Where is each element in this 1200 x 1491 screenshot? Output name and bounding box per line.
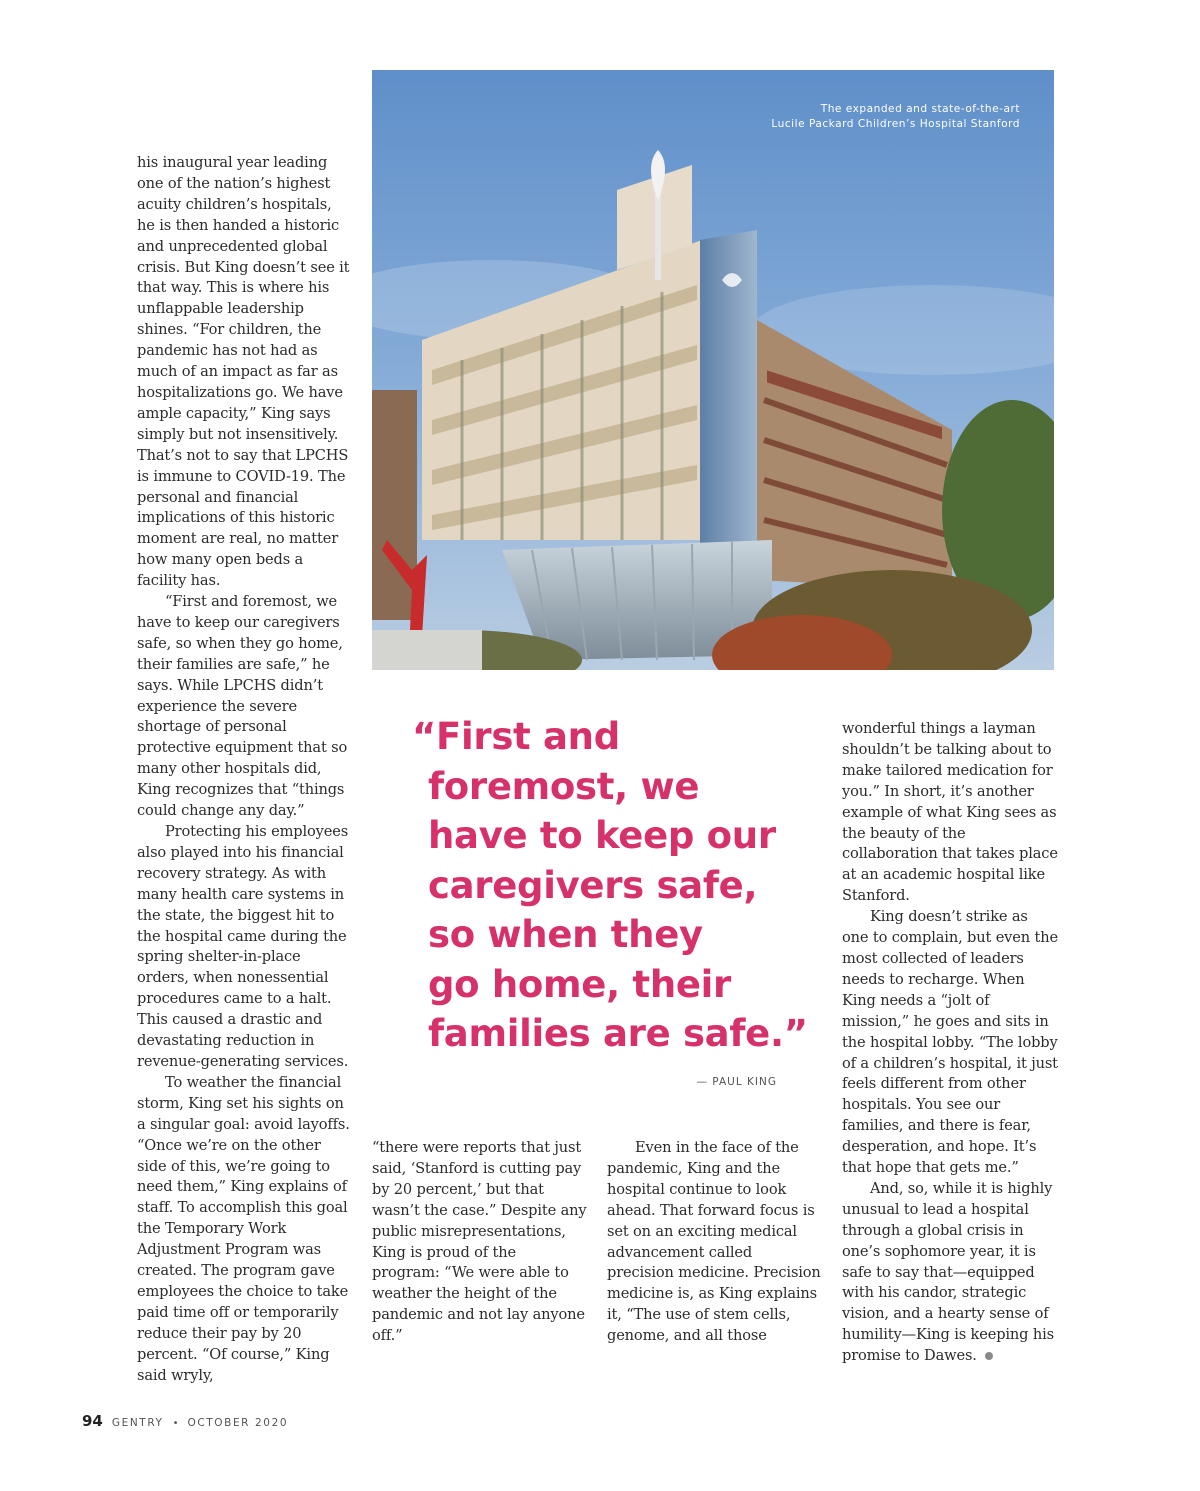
paragraph: [842, 1179, 1058, 1367]
caption-line: Lucile Packard Children’s Hospital Stanford: [771, 118, 1020, 130]
pull-quote-line: have to keep our: [428, 814, 776, 857]
pull-quote-line: so when they: [428, 913, 703, 956]
hospital-building-illustration: [372, 70, 1054, 670]
photo-caption: [771, 102, 1020, 132]
body-column-3: [607, 1138, 823, 1347]
body-column-1: [137, 153, 353, 1386]
paragraph: “First and foremost, we have to keep our caregivers safe, so when they go home, their families are safe,” he says. While LPCHS didn’t experience the severe shortage of personal protective equipment that so many other hospitals did, King recognizes that “things could change any day.”: [137, 593, 348, 820]
paragraph: his inaugural year leading one of the nation’s highest acuity children’s hospitals, he is then handed a historic and unprecedented global crisis. But King doesn’t see it that way. This is where his unflappable leadership shines. “For children, the pandemic has not had as much of an impact as far as hospitalizations go. We have ample capacity,” King says simply but not insensitively. That’s not to say that LPCHS is immune to COVID-19. The personal and financial implications of this historic moment are real, no matter how many open beds a facility has.: [137, 154, 350, 590]
page-number: 94: [82, 1412, 103, 1430]
paragraph: wonderful things a layman shouldn’t be talking about to make tailored medication for you.” In short, it’s another example of what King sees as the beauty of the collaboration that takes place at an academic hospital like Stanford.: [842, 720, 1058, 905]
body-column-4: [842, 719, 1058, 1367]
pull-quote-line: go home, their: [428, 962, 731, 1006]
pull-quote: [412, 712, 832, 1059]
publication-name: GENTRY: [111, 1417, 164, 1429]
paragraph: “there were reports that just said, ‘Stanford is cutting pay by 20 percent,’ but that wasn’t the case.” Despite any public misrepresentations, King is proud of the program: “We were able to weather the height of the pandemic and not lay anyone off.”: [372, 1139, 587, 1345]
pull-quote-attribution: — PAUL KING: [696, 1076, 777, 1088]
paragraph: To weather the financial storm, King set his sights on a singular goal: avoid layoffs. “Once we’re on the other side of this, we’re going to need them,” King explains of staff. To accomplish this goal the Temporary Work Adjustment Program was created. The program gave employees the choice to take paid time off or temporarily reduce their pay by 20 percent. “Of course,” King said wryly,: [137, 1073, 350, 1384]
pull-quote-line: foremost, we: [428, 764, 700, 808]
caption-line: The expanded and state-of-the-art: [820, 103, 1020, 115]
end-of-article-icon: [985, 1352, 993, 1360]
pull-quote-line: families are safe.”: [428, 1012, 808, 1055]
hospital-photo: [372, 70, 1054, 670]
pull-quote-line: caregivers safe,: [428, 863, 758, 907]
page-footer: [82, 1412, 288, 1430]
issue-date: OCTOBER 2020: [187, 1417, 289, 1429]
footer-separator: •: [172, 1418, 179, 1429]
paragraph-text: And, so, while it is highly unusual to lead a hospital through a global crisis in one’s sophomore year, it is safe to say that—equipped with his candor, strategic vision, and a hearty sense of humility—King is keeping his promise to Dawes.: [842, 1179, 1054, 1365]
body-column-2: [372, 1138, 588, 1347]
paragraph: King doesn’t strike as one to complain, but even the most collected of leaders needs to recharge. When King needs a “jolt of mission,” he goes and sits in the hospital lobby. “The lobby of a children’s hospital, it just feels different from other hospitals. You see our families, and there is fear, desperation, and hope. It’s that hope that gets me.”: [842, 908, 1058, 1177]
paragraph: Even in the face of the pandemic, King and the hospital continue to look ahead. That forward focus is set on an exciting medical advancement called precision medicine. Precision medicine is, as King explains it, “The use of stem cells, genome, and all those: [607, 1139, 821, 1345]
pull-quote-line: “First and: [412, 715, 620, 758]
paragraph: Protecting his employees also played into his financial recovery strategy. As with many health care systems in the state, the biggest hit to the hospital came during the spring shelter-in-place orders, when nonessential procedures came to a halt. This caused a drastic and devastating reduction in revenue-generating services.: [137, 823, 349, 1070]
